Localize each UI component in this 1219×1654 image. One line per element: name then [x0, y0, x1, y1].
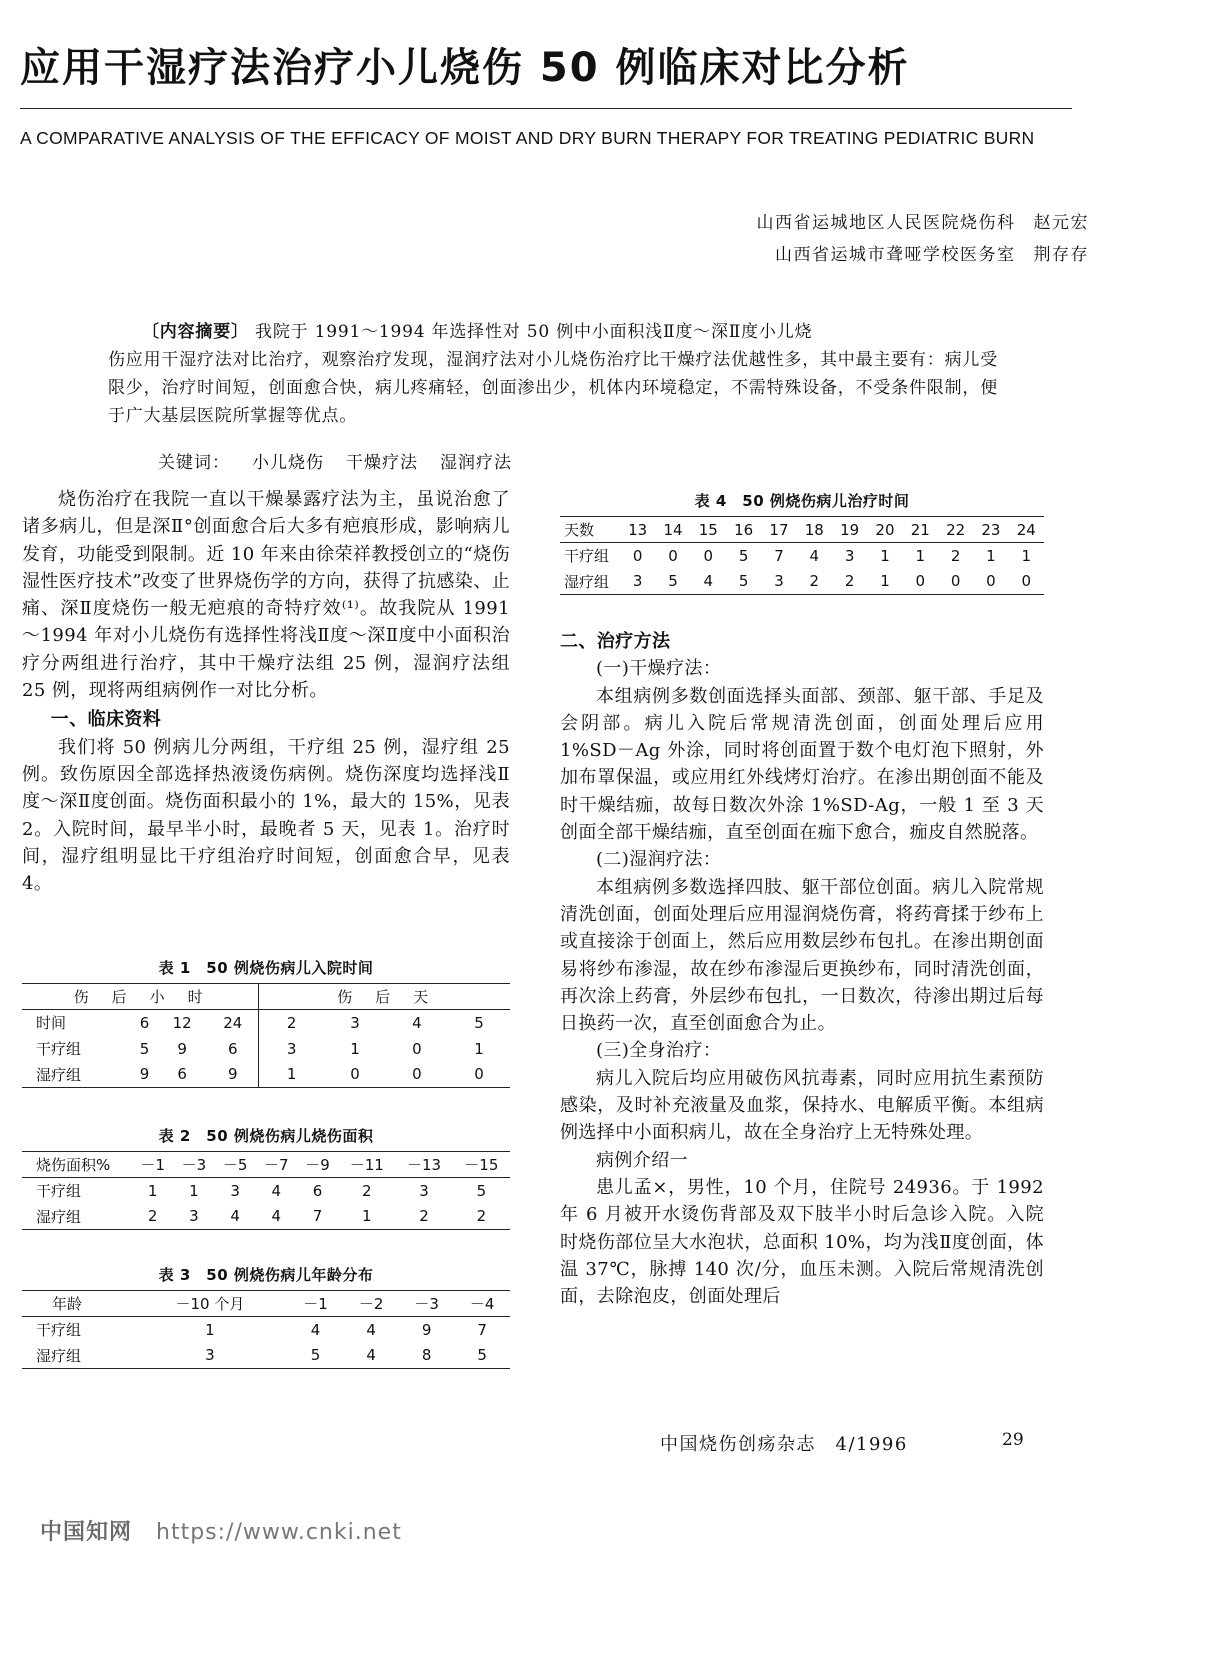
table-header-cell: －1	[288, 1291, 344, 1317]
table-row-label: 湿疗组	[560, 569, 620, 595]
table-row	[22, 1036, 510, 1062]
table-cell: 3	[173, 1204, 214, 1230]
table-cell: 5	[454, 1343, 510, 1369]
table-row	[22, 1010, 510, 1036]
table-cell: 6	[157, 1062, 207, 1088]
table-cell: 3	[844, 546, 855, 565]
table-cell: 1	[147, 1181, 158, 1200]
table-cell: 0	[412, 1039, 422, 1058]
table-cell: 5	[288, 1343, 344, 1369]
table1-group-hours: 伤 后 小 时	[22, 984, 259, 1010]
journal-footer: 中国烧伤创疡杂志 4/1996	[660, 1434, 908, 1455]
table-cell: 7	[297, 1204, 338, 1230]
affiliation-org: 山西省运城市聋哑学校医务室	[775, 245, 1016, 265]
table-cell: 5	[726, 569, 761, 595]
cnki-watermark	[40, 1515, 402, 1546]
article-title-en: A COMPARATIVE ANALYSIS OF THE EFFICACY OF MOIST AND DRY BURN THERAPY FOR TREATING PEDIATRIC BURN	[20, 128, 1035, 148]
subsection-heading: (二)湿润疗法：	[596, 849, 722, 871]
table-cell: 1	[867, 569, 902, 595]
table-cell: 5	[655, 569, 690, 595]
table-row-label: 干疗组	[36, 1040, 82, 1058]
table-cell: 24	[207, 1010, 259, 1036]
title-divider	[20, 108, 1072, 109]
table-cell: 0	[903, 569, 938, 595]
table-cell: 6	[312, 1181, 323, 1200]
table-cell: 7	[477, 1320, 487, 1339]
table-cell: 2	[797, 569, 832, 595]
table-cell: 3	[350, 1013, 360, 1032]
table-cell: 2	[453, 1204, 510, 1230]
table-cell: 2	[286, 1013, 297, 1032]
table-header-cell: －13	[395, 1152, 452, 1178]
table-cell: 5	[139, 1039, 150, 1058]
affiliation-1	[757, 208, 1090, 233]
table-cell: 1	[1021, 546, 1032, 565]
table-header-cell: －1	[132, 1152, 173, 1178]
table-cell: 1	[474, 1039, 484, 1058]
table-cell: 0	[448, 1062, 510, 1088]
table-cell: 1	[350, 1039, 360, 1058]
table-header-cell: －10 个月	[132, 1291, 288, 1317]
section-heading: 一、临床资料	[50, 709, 162, 731]
table-header-cell: －3	[399, 1291, 455, 1317]
table3	[22, 1290, 510, 1369]
table-header-cell: －5	[214, 1152, 255, 1178]
table-cell: 4	[412, 1013, 422, 1032]
table-cell: 2	[362, 1181, 372, 1200]
keywords-label: 关键词：	[158, 453, 230, 473]
table-row	[560, 569, 1044, 595]
section1-paragraph: 我们将 50 例病儿分两组，干疗组 25 例，湿疗组 25 例。致伤原因全部选择热液烫伤病例。烧伤深度均选择浅Ⅱ度～深Ⅱ度创面。烧伤面积最小的 1%，最大的 15%，见表 2。入院时间，最早半小时，最晚者 5 天，见表 1。治疗时间，湿疗组明显比干疗组治疗时间短，创面愈合早，见表 4。	[22, 736, 510, 895]
intro-paragraph: 烧伤治疗在我院一直以干燥暴露疗法为主，虽说治愈了诸多病儿，但是深Ⅱ°创面愈合后大多有疤痕形成，影响病儿发育，功能受到限制。近 10 年来由徐荣祥教授创立的“烧伤湿性医疗技术”改变了世界烧伤学的方向，获得了抗感染、止痛、深Ⅱ度烧伤一般无疤痕的奇特疗效⁽¹⁾。故我院从 1991～1994 年对小儿烧伤有选择性将浅Ⅱ度～深Ⅱ度中小面积治疗分两组进行治疗，其中干燥疗法组 25 例，湿润疗法组 25 例，现将两组病例作一对比分析。	[22, 489, 510, 702]
table-cell: 4	[366, 1320, 376, 1339]
table1-row-header: 时间	[36, 1014, 67, 1033]
table-header-cell: 13	[620, 517, 655, 543]
table1	[22, 983, 510, 1088]
table-cell: 4	[214, 1204, 255, 1230]
abstract-label: 〔内容摘要〕	[142, 322, 249, 342]
abstract	[108, 318, 1008, 430]
table-cell: 0	[324, 1062, 386, 1088]
keyword: 干燥疗法	[346, 453, 418, 473]
section-heading: 二、治疗方法	[560, 631, 671, 652]
left-column	[22, 486, 510, 897]
table-cell: 1	[880, 546, 890, 565]
table-cell: 7	[774, 546, 784, 565]
table-cell: 1	[338, 1204, 395, 1230]
table-header-cell: 17	[761, 517, 796, 543]
table4-row-header: 天数	[560, 517, 620, 543]
author-name: 荆存存	[1033, 245, 1089, 265]
table-row-label: 干疗组	[36, 1182, 82, 1201]
table-cell: 9	[421, 1320, 432, 1339]
subsection-paragraph: 本组病例多数选择四肢、躯干部位创面。病儿入院常规清洗创面，创面处理后应用湿润烧伤膏，将药膏揉于纱布上或直接涂于创面上，然后应用数层纱布包扎。在渗出期创面易将纱布渗湿，故在纱布渗湿后更换纱布，同时清洗创面，再次涂上药膏，外层纱布包扎，一日数次，待渗出期过后每日换药一次，直至创面愈合为止。	[560, 876, 1044, 1035]
affiliation-org: 山西省运城地区人民医院烧伤科	[756, 213, 1016, 233]
table-header-cell: 19	[832, 517, 867, 543]
abstract-text-rest: 伤应用干湿疗法对比治疗，观察治疗发现，湿润疗法对小儿烧伤治疗比干燥疗法优越性多，其中最主要有：病儿受限少，治疗时间短，创面愈合快，病儿疼痛轻，创面渗出少，机体内环境稳定，不需特殊设备，不受条件限制，便于广大基层医院所掌握等优点。	[108, 350, 998, 426]
table4	[560, 516, 1044, 595]
table-cell: 3	[230, 1181, 240, 1200]
table-header-cell: 15	[691, 517, 726, 543]
table-header-cell: 14	[655, 517, 690, 543]
table-cell: 1	[915, 546, 926, 565]
table-cell: 2	[950, 546, 961, 565]
table2-caption: 表 2 50 例烧伤病儿烧伤面积	[158, 1127, 374, 1145]
table-cell: 0	[938, 569, 973, 595]
case-heading: 病例介绍一	[596, 1149, 688, 1171]
table-row-label: 湿疗组	[22, 1343, 132, 1369]
table4-caption: 表 4 50 例烧伤病儿治疗时间	[694, 492, 910, 510]
watermark-url: https://www.cnki.net	[156, 1520, 402, 1545]
table3-caption: 表 3 50 例烧伤病儿年龄分布	[158, 1266, 374, 1284]
article-title-cn: 应用干湿疗法治疗小儿烧伤 50 例临床对比分析	[20, 45, 910, 91]
table-cell: 2	[132, 1204, 173, 1230]
table-row	[22, 1178, 510, 1204]
table-header-cell: －4	[454, 1291, 510, 1317]
table-cell: 3	[761, 569, 796, 595]
table-cell: 4	[256, 1204, 297, 1230]
table-cell: 0	[703, 546, 714, 565]
abstract-text-first: 我院于 1991～1994 年选择性对 50 例中小面积浅Ⅱ度～深Ⅱ度小儿烧	[248, 322, 813, 342]
subsection-paragraph: 本组病例多数创面选择头面部、颈部、躯干部、手足及会阴部。病儿入院后常规清洗创面，创面处理后应用 1%SD－Ag 外涂，同时将创面置于数个电灯泡下照射，外加布罩保温，或应用红外线烤灯治疗。在渗出期创面不能及时干燥结痂，故每日数次外涂 1%SD-Ag，一般 1 至 3 天创面全部干燥结痂，直至创面在痂下愈合，痂皮自然脱落。	[560, 685, 1044, 844]
table-cell: 0	[632, 546, 643, 565]
table-cell: 9	[132, 1062, 157, 1088]
right-column	[560, 628, 1044, 1310]
table-row	[22, 1204, 510, 1230]
table-row	[22, 1343, 510, 1369]
table-cell: 5	[474, 1013, 484, 1032]
table-header-cell: 18	[797, 517, 832, 543]
table-header-cell: 21	[903, 517, 938, 543]
table-header-cell: 16	[726, 517, 761, 543]
table-header-cell: －3	[173, 1152, 214, 1178]
table-cell: 1	[986, 546, 996, 565]
table-header-cell: 22	[938, 517, 973, 543]
table-cell: 4	[271, 1181, 282, 1200]
abstract-first-line	[108, 318, 1008, 346]
affiliation-2	[775, 240, 1089, 265]
table-row-label: 湿疗组	[22, 1062, 132, 1088]
table-cell: 3	[419, 1181, 429, 1200]
table2-row-header: 烧伤面积%	[22, 1152, 132, 1178]
table-cell: 0	[668, 546, 678, 565]
table1-group-days: 伤 后 天	[259, 984, 510, 1010]
table-cell: 2	[832, 569, 867, 595]
table-header-cell: 24	[1009, 517, 1044, 543]
table-cell: 0	[973, 569, 1008, 595]
keyword: 小儿烧伤	[252, 453, 324, 473]
subsection-paragraph: 病儿入院后均应用破伤风抗毒素，同时应用抗生素预防感染，及时补充液量及血浆，保持水、电解质平衡。本组病例选择中小面积病儿，故在全身治疗上无特殊处理。	[560, 1067, 1044, 1144]
keywords	[158, 448, 512, 473]
table-cell: 5	[738, 546, 749, 565]
table-row	[560, 543, 1044, 569]
author-name: 赵元宏	[1033, 213, 1089, 233]
keyword: 湿润疗法	[440, 453, 512, 473]
table-cell: 8	[399, 1343, 455, 1369]
table-cell: 1	[189, 1181, 199, 1200]
case-paragraph: 患儿孟×，男性，10 个月，住院号 24936。于 1992 年 6 月被开水烫伤背部及双下肢半小时后急诊入院。入院时烧伤部位呈大水泡状，总面积 10%，均为浅Ⅱ度创面，体温 37℃，脉搏 140 次/分，血压未测。入院后常规清洗创面，去除泡皮，创面处理后	[560, 1176, 1044, 1308]
table-row	[22, 1317, 510, 1343]
table-cell: 9	[177, 1039, 187, 1058]
table-header-cell: －9	[297, 1152, 338, 1178]
table-cell: 3	[286, 1039, 297, 1058]
table-cell: 0	[1009, 569, 1044, 595]
table-cell: 9	[207, 1062, 259, 1088]
table-cell: 3	[620, 569, 655, 595]
page-number: 29	[1002, 1430, 1024, 1450]
table-cell: 3	[132, 1343, 288, 1369]
table-header-cell: －7	[256, 1152, 297, 1178]
table-cell: 6	[139, 1013, 150, 1032]
table-header-cell: －15	[453, 1152, 510, 1178]
table-row	[22, 1062, 510, 1088]
table-header-cell: 20	[867, 517, 902, 543]
table-cell: 6	[207, 1036, 259, 1062]
table-cell: 4	[343, 1343, 399, 1369]
table-cell: 4	[809, 546, 820, 565]
table-cell: 0	[386, 1062, 448, 1088]
table-cell: 5	[476, 1181, 487, 1200]
subsection-heading: (一)干燥疗法：	[596, 658, 722, 680]
table1-caption: 表 1 50 例烧伤病儿入院时间	[158, 959, 374, 977]
table-cell: 4	[691, 569, 726, 595]
table-row-label: 干疗组	[36, 1321, 82, 1340]
table-cell: 2	[395, 1204, 452, 1230]
watermark-brand: 中国知网	[40, 1520, 133, 1545]
table-cell: 1	[259, 1062, 324, 1088]
table-cell: 4	[310, 1320, 321, 1339]
table-cell: 1	[205, 1320, 215, 1339]
subsection-heading: (三)全身治疗：	[596, 1040, 722, 1062]
table-cell: 12	[172, 1013, 192, 1032]
table2	[22, 1151, 510, 1230]
table-row-label: 干疗组	[564, 547, 610, 566]
table-header-cell: －2	[343, 1291, 399, 1317]
table-header-cell: 23	[973, 517, 1008, 543]
table-header-cell: －11	[338, 1152, 395, 1178]
table3-row-header: 年龄	[22, 1291, 132, 1317]
table-row-label: 湿疗组	[22, 1204, 132, 1230]
